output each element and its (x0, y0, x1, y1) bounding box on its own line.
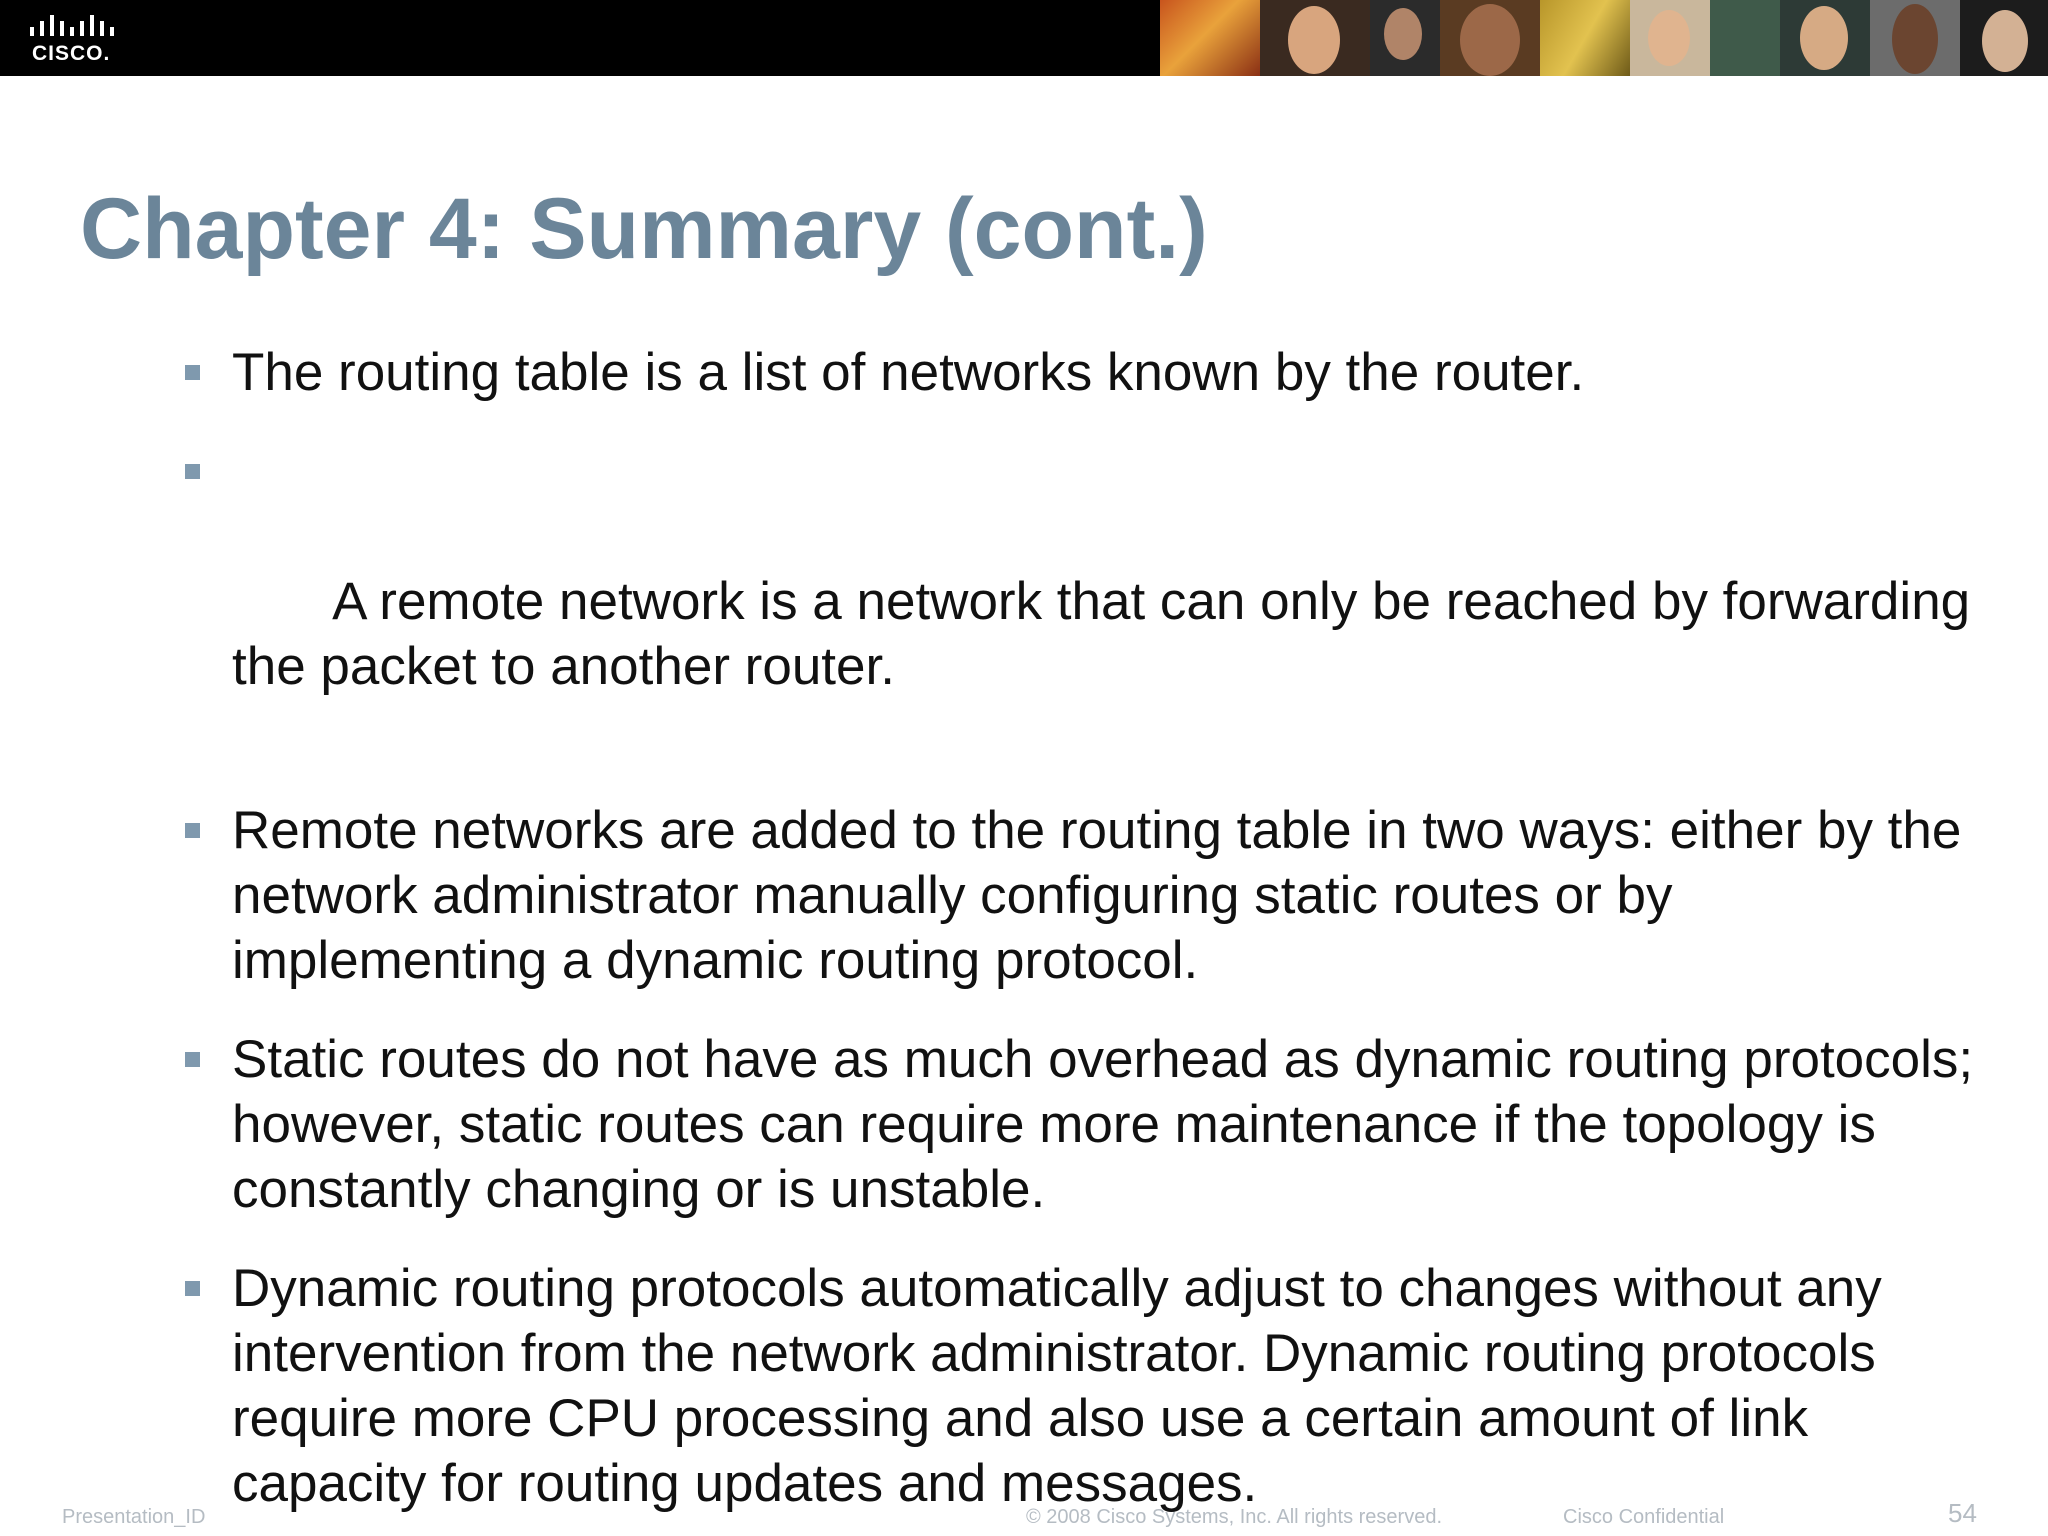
cisco-logo-text: CISCO. (32, 42, 111, 65)
bullet-text: Static routes do not have as much overhead as dynamic routing protocols; however, static routes can require more maintenance if the topology is constantly changing or is unstable. (232, 1030, 1974, 1219)
bullet-text: Dynamic routing protocols automatically adjust to changes without any intervention from the network administrator. Dynamic routing protocols require more CPU processing and also use a certain amount of link capacity for routing updates and messages. (232, 1259, 1882, 1513)
cisco-logo (30, 14, 120, 64)
photo-person (1870, 0, 1960, 76)
footer-confidential: Cisco Confidential (1563, 1506, 1725, 1528)
list-item (182, 1256, 1982, 1516)
list-item (182, 340, 1982, 405)
photo-person (1780, 0, 1870, 76)
photo-person (1370, 0, 1440, 76)
list-item (182, 439, 1985, 764)
bullet-list (182, 340, 1985, 1536)
slide-title: Chapter 4: Summary (cont.) (80, 181, 1208, 277)
bullet-text: A remote network is a network that can only be reached by forwarding the packet to another router. (232, 572, 1985, 696)
square-bullet-icon (185, 1281, 200, 1296)
square-bullet-icon (185, 1052, 200, 1067)
list-item (182, 798, 1982, 993)
square-bullet-icon (185, 464, 200, 479)
photo-person (1260, 0, 1370, 76)
footer-presentation-id: Presentation_ID (62, 1506, 206, 1528)
cisco-bridge-icon (30, 14, 114, 40)
header-bar (0, 0, 2048, 76)
square-bullet-icon (185, 365, 200, 380)
photo-chalkboard (1710, 0, 1780, 76)
photo-abstract (1160, 0, 1260, 76)
list-item (182, 1027, 1982, 1222)
bullet-text: The routing table is a list of networks known by the router. (232, 343, 1585, 402)
photo-person (1960, 0, 2048, 76)
square-bullet-icon (185, 823, 200, 838)
bullet-text: Remote networks are added to the routing table in two ways: either by the network administrator manually configuring static routes or by implementing a dynamic routing protocol. (232, 801, 1962, 990)
photo-abstract (1540, 0, 1630, 76)
photo-person (1630, 0, 1710, 76)
page-number: 54 (1948, 1498, 1977, 1528)
header-photo-strip (1160, 0, 2048, 76)
photo-person (1440, 0, 1540, 76)
footer-copyright: © 2008 Cisco Systems, Inc. All rights reserved. (1026, 1506, 1443, 1528)
